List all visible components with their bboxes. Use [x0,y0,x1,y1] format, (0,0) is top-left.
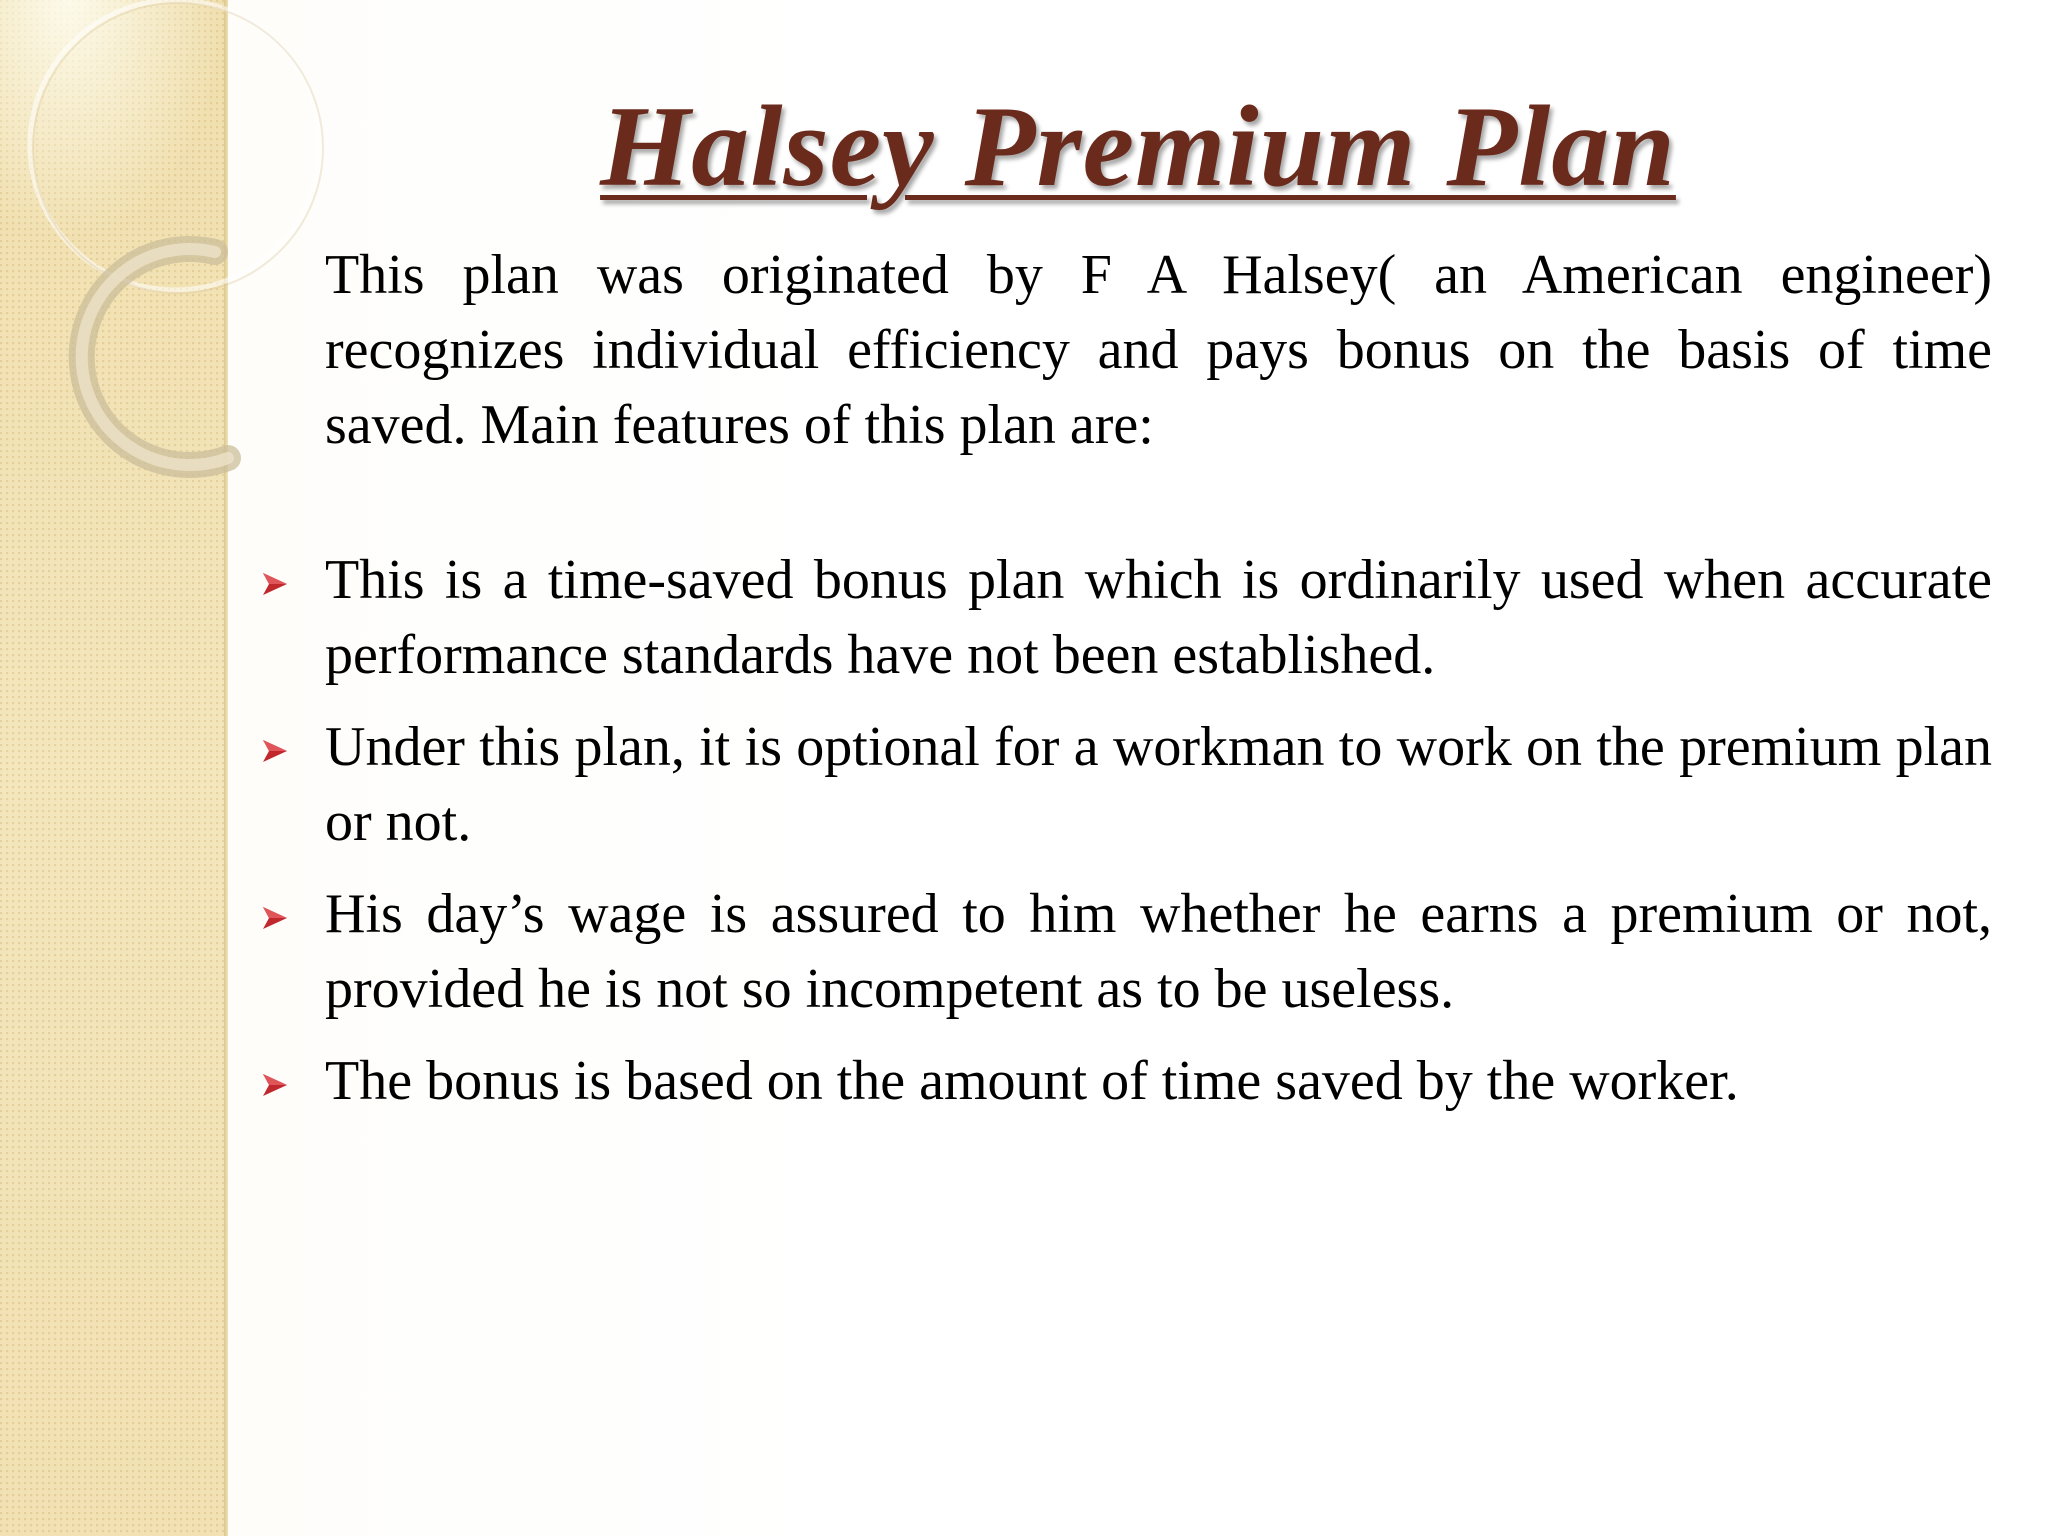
arrow-bullet-icon [260,1070,290,1100]
list-item [325,710,1992,860]
list-item [325,1044,1992,1119]
slide-body [325,238,1992,1136]
small-ring [82,249,228,465]
list-item [325,543,1992,693]
list-item-text: This is a time-saved bonus plan which is ordinarily used when accurate performance standards have not been established. [325,549,1992,686]
list-item-text: His day’s wage is assured to him whether he earns a premium or not, provided he is not so incompetent as to be useless. [325,883,1992,1020]
intro-paragraph: This plan was originated by F A Halsey( an American engineer) recognizes individual efficiency and pays bonus on the basis of time saved. Main features of this plan are: [325,244,1992,456]
arrow-bullet-icon [260,736,290,766]
arrow-bullet-icon [260,903,290,933]
slide-title: Halsey Premium Plan [600,83,1676,211]
list-item-text: The bonus is based on the amount of time saved by the worker. [325,1050,1739,1112]
list-item [325,877,1992,1027]
feature-list [325,543,1992,1119]
decorative-rings [0,0,260,520]
arrow-bullet-icon [260,569,290,599]
list-item-text: Under this plan, it is optional for a workman to work on the premium plan or not. [325,716,1992,853]
